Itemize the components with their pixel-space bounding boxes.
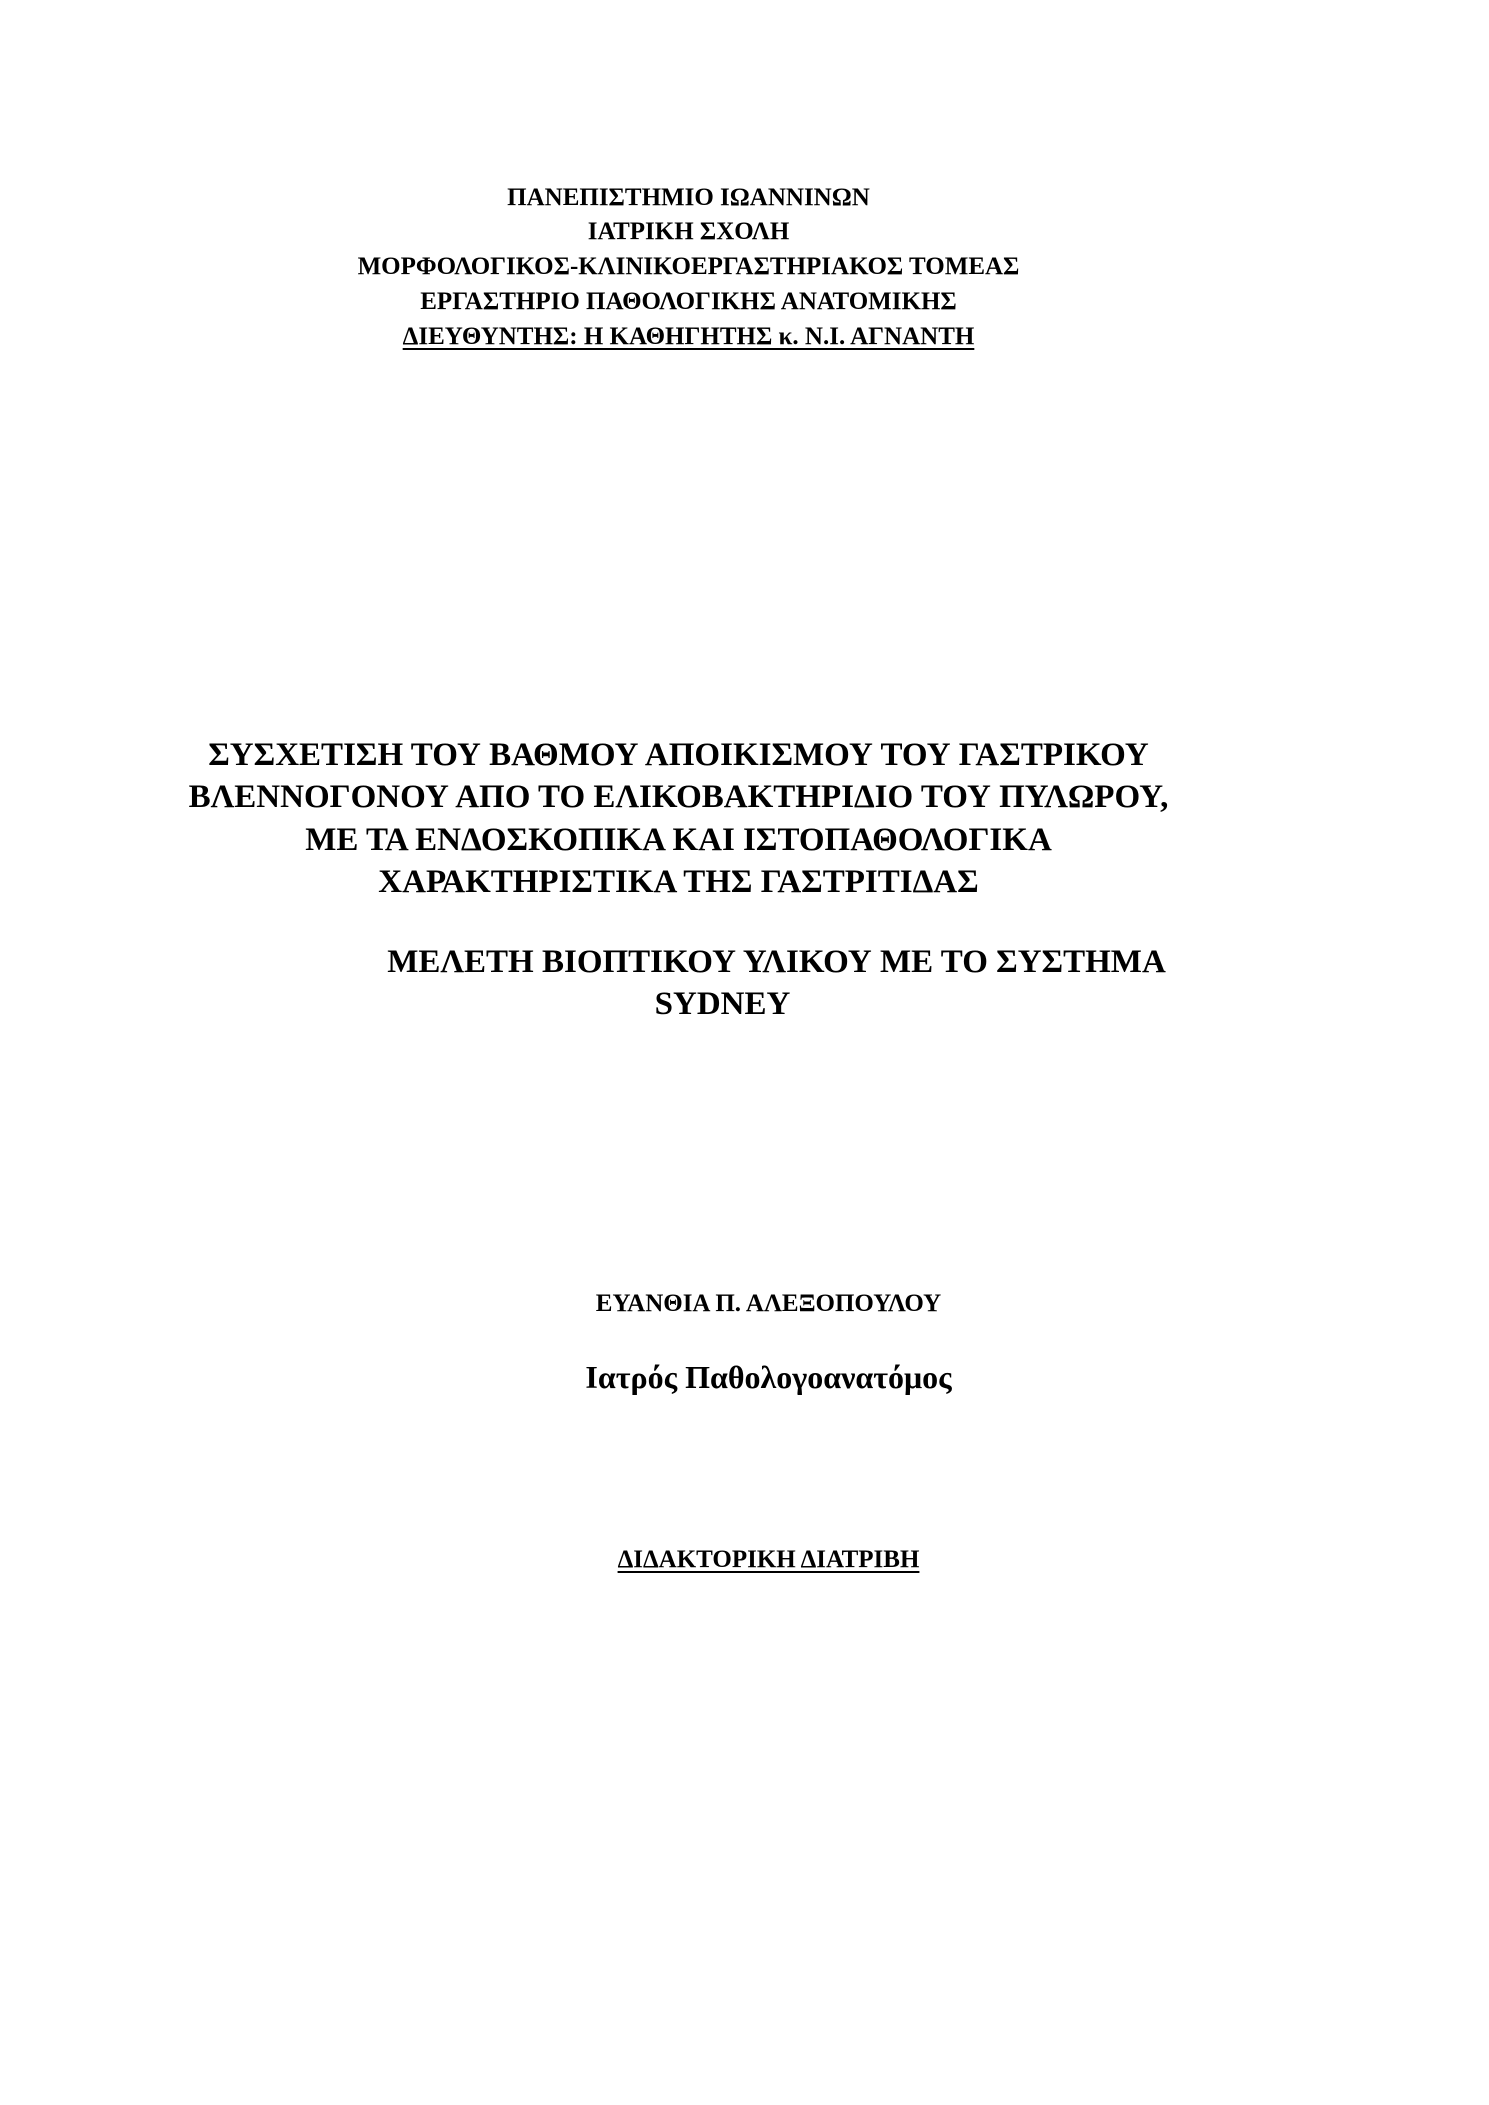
title-line-2: ΒΛΕΝΝΟΓΟΝΟΥ ΑΠΟ ΤΟ ΕΛΙΚΟΒΑΚΤΗΡΙΔΙΟ ΤΟΥ ΠΥΛΩΡΟΥ, (188, 779, 1169, 815)
subtitle-line-1: ΜΕΛΕΤΗ ΒΙΟΠΤΙΚΟΥ ΥΛΙΚΟΥ ΜΕ ΤΟ ΣΥΣΤΗΜΑ (387, 944, 1166, 980)
subtitle-line-2: SYDNEY (654, 986, 791, 1022)
sector-name: ΜΟΡΦΟΛΟΓΙΚΟΣ-ΚΛΙΝΙΚΟΕΡΓΑΣΤΗΡΙΑΚΟΣ ΤΟΜΕΑΣ (357, 253, 1020, 280)
document-type: ΔΙΔΑΚΤΟΡΙΚΗ ΔΙΑΤΡΙΒΗ (617, 1546, 920, 1573)
title-line-1: ΣΥΣΧΕΤΙΣΗ ΤΟΥ ΒΑΘΜΟΥ ΑΠΟΙΚΙΣΜΟΥ ΤΟΥ ΓΑΣΤΡΙΚΟΥ (208, 737, 1149, 773)
title-line-3: ΜΕ ΤΑ ΕΝΔΟΣΚΟΠΙΚΑ ΚΑΙ ΙΣΤΟΠΑΘΟΛΟΓΙΚΑ (305, 822, 1052, 858)
author-name: ΕΥΑΝΘΙΑ Π. ΑΛΕΞΟΠΟΥΛΟΥ (595, 1290, 942, 1317)
laboratory-name: ΕΡΓΑΣΤΗΡΙΟ ΠΑΘΟΛΟΓΙΚΗΣ ΑΝΑΤΟΜΙΚΗΣ (420, 288, 957, 315)
university-name: ΠΑΝΕΠΙΣΤΗΜΙΟ ΙΩΑΝΝΙΝΩΝ (507, 184, 870, 211)
title-line-4: ΧΑΡΑΚΤΗΡΙΣΤΙΚΑ ΤΗΣ ΓΑΣΤΡΙΤΙΔΑΣ (378, 864, 979, 900)
director-line: ΔΙΕΥΘΥΝΤΗΣ: Η ΚΑΘΗΓΗΤΗΣ κ. Ν.Ι. ΑΓΝΑΝΤΗ (402, 323, 975, 350)
author-role: Ιατρός Παθολογοανατόμος (585, 1359, 952, 1395)
school-name: ΙΑΤΡΙΚΗ ΣΧΟΛΗ (587, 218, 790, 245)
